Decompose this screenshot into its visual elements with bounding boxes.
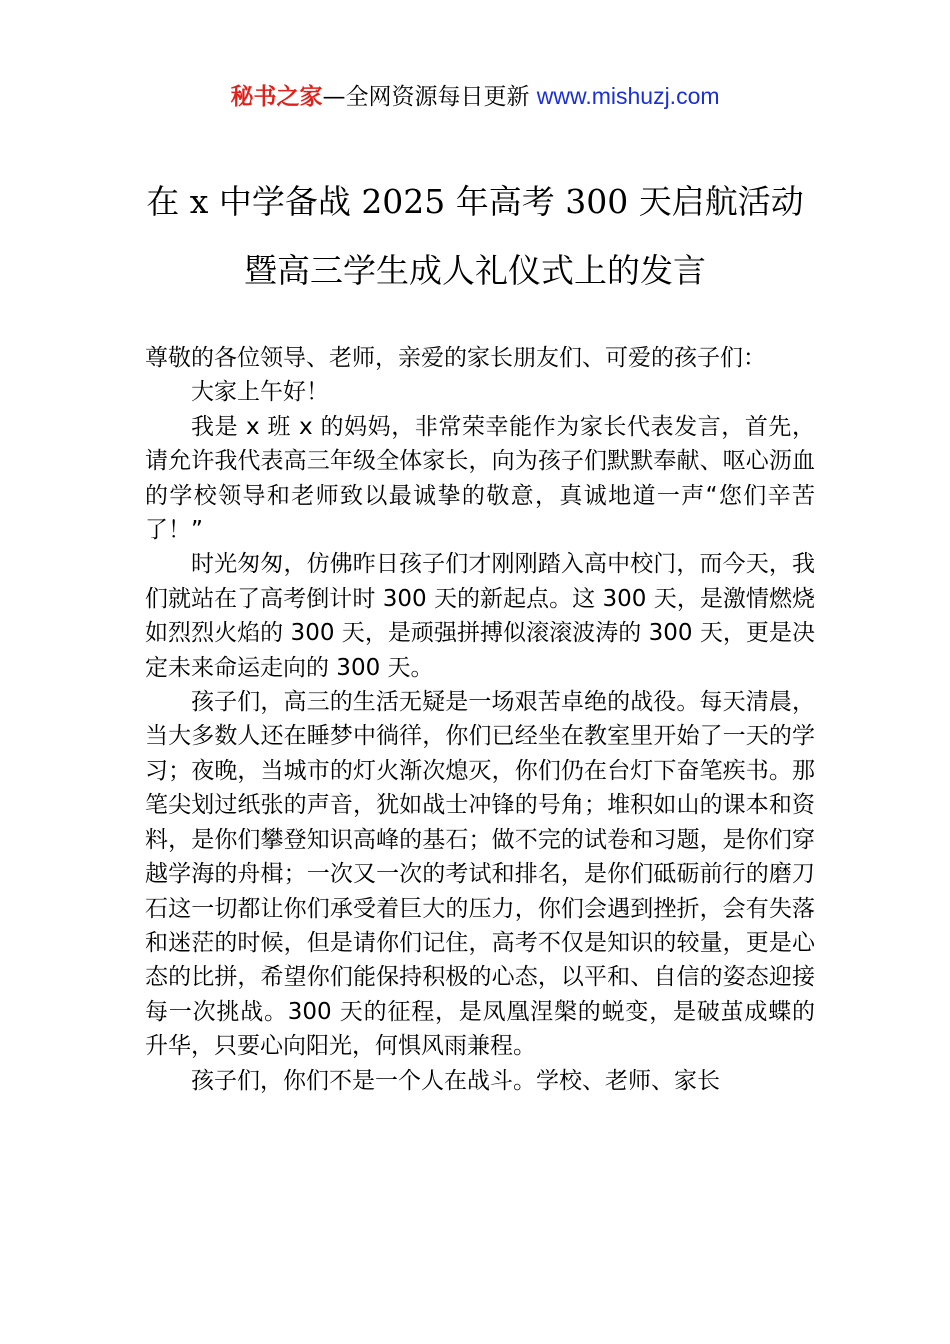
document-title-line-1: 在 x 中学备战 2025 年高考 300 天启航活动	[146, 182, 804, 221]
salutation-paragraph: 尊敬的各位领导、老师，亲爱的家长朋友们、可爱的孩子们：	[145, 345, 766, 371]
body-paragraph: 时光匆匆，仿佛昨日孩子们才刚刚踏入高中校门，而今天，我们就站在了高考倒计时 300 天的新起点。这 300 天，是激情燃烧如烈烈火焰的 300 天，是顽强拼搏似滚滚波涛的 300 天，更是决定未来命运走向的 300 天。	[145, 551, 815, 681]
document-title-line-2: 暨高三学生成人礼仪式上的发言	[244, 251, 706, 290]
body-paragraph: 我是 x 班 x 的妈妈，非常荣幸能作为家长代表发言，首先，请允许我代表高三年级全体家长，向为孩子们默默奉献、呕心沥血的学校领导和老师致以最诚挚的敬意，真诚地道一声“您们辛苦了！”	[145, 413, 815, 544]
greeting-paragraph: 大家上午好！	[191, 379, 329, 406]
site-tagline: —全网资源每日更新	[322, 84, 530, 110]
site-brand: 秘书之家	[230, 84, 323, 110]
body-paragraph: 孩子们，高三的生活无疑是一场艰苦卓绝的战役。每天清晨，当大多数人还在睡梦中徜徉，你们已经坐在教室里开始了一天的学习；夜晚，当城市的灯火渐次熄灭，你们仍在台灯下奋笔疾书。那笔尖划过纸张的声音，犹如战士冲锋的号角；堆积如山的课本和资料，是你们攀登知识高峰的基石；做不完的试卷和习题，是你们穿越学海的舟楫；一次又一次的考试和排名，是你们砥砺前行的磨刀石这一切都让你们承受着巨大的压力，你们会遇到挫折，会有失落和迷茫的时候，但是请你们记住，高考不仅是知识的较量，更是心态的比拼，希望你们能保持积极的心态，以平和、自信的姿态迎接每一次挑战。300 天的征程，是凤凰涅槃的蜕变，是破茧成蝶的升华，只要心向阳光，何惧风雨兼程。	[145, 689, 815, 1060]
body-paragraph: 孩子们，你们不是一个人在战斗。学校、老师、家长	[191, 1067, 720, 1094]
site-url-link[interactable]: www.mishuzj.com	[536, 83, 720, 109]
document-body	[145, 341, 815, 1098]
site-header	[0, 78, 950, 115]
